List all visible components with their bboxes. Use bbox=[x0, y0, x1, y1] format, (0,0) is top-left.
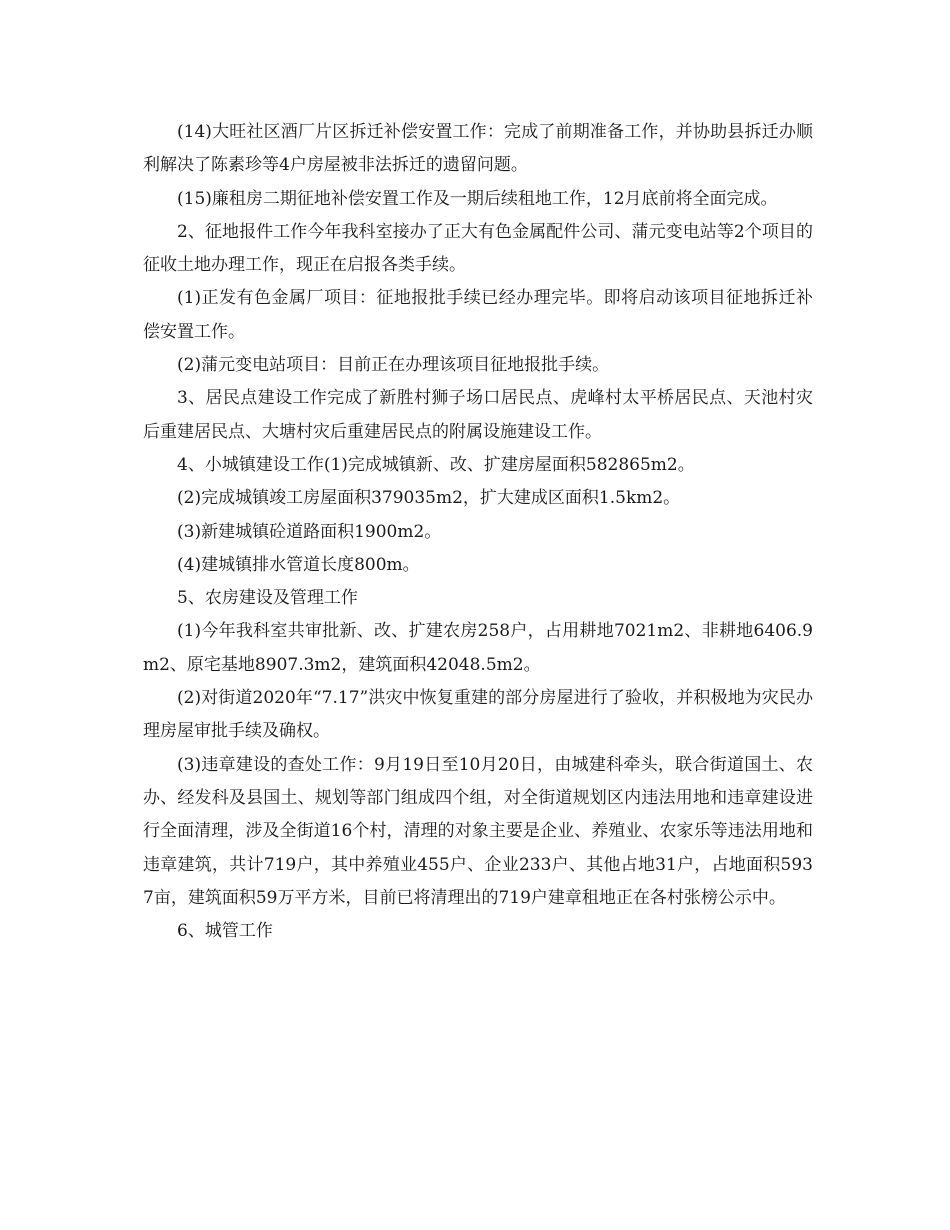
paragraph-4-3-road-area: (3)新建城镇砼道路面积1900m2。 bbox=[177, 521, 442, 542]
paragraph-5-3-illegal-construction: (3)违章建设的查处工作：9月19日至10月20日，由城建科牵头，联合街道国土、农办、经发科及县国土、规划等部门组成四个组，对全街道规划区内违法用地和违章建设进行全面清理，涉及全街道16个村，清理的对象主要是企业、养殖业、农家乐等违法用地和违章建筑，共计719户，其中养殖业455户、企业233户、其他占地31户，占地面积5937亩，建筑面积59万平方米，目前已将清理出的719户建章租地正在各村张榜公示中。 bbox=[143, 754, 813, 908]
paragraph-6-city-management: 6、城管工作 bbox=[177, 921, 273, 942]
paragraph-4-4-drainage: (4)建城镇排水管道长度800m。 bbox=[177, 554, 420, 575]
paragraph-15-lowrent-housing: (15)廉租房二期征地补偿安置工作及一期后续租地工作，12月底前将全面完成。 bbox=[177, 188, 778, 209]
paragraph-5-rural-housing: 5、农房建设及管理工作 bbox=[177, 588, 358, 609]
document-body bbox=[143, 116, 813, 948]
paragraph-3-settlement-construction: 3、居民点建设工作完成了新胜村狮子场口居民点、虎峰村太平桥居民点、天池村灾后重建居民点、大塘村灾后重建居民点的附属设施建设工作。 bbox=[143, 388, 813, 442]
paragraph-5-2-flood-rebuild: (2)对街道2020年“7.17”洪灾中恢复重建的部分房屋进行了验收，并积极地为灾民办理房屋审批手续及确权。 bbox=[143, 688, 813, 742]
paragraph-2-2-substation: (2)蒲元变电站项目：目前正在办理该项目征地报批手续。 bbox=[177, 355, 610, 376]
paragraph-4-2-completed-area: (2)完成城镇竣工房屋面积379035m2，扩大建成区面积1.5km2。 bbox=[177, 488, 681, 509]
paragraph-4-town-construction: 4、小城镇建设工作(1)完成城镇新、改、扩建房屋面积582865m2。 bbox=[177, 454, 695, 475]
paragraph-5-1-approvals: (1)今年我科室共审批新、改、扩建农房258户，占用耕地7021m2、非耕地6406.9m2、原宅基地8907.3m2，建筑面积42048.5m2。 bbox=[143, 621, 813, 675]
paragraph-2-1-metal-factory: (1)正发有色金属厂项目：征地报批手续已经办理完毕。即将启动该项目征地拆迁补偿安置工作。 bbox=[143, 288, 813, 342]
paragraph-14-dawang-demolition: (14)大旺社区酒厂片区拆迁补偿安置工作：完成了前期准备工作，并协助县拆迁办顺利解决了陈素珍等4户房屋被非法拆迁的遗留问题。 bbox=[143, 122, 813, 176]
paragraph-2-land-acquisition: 2、征地报件工作今年我科室接办了正大有色金属配件公司、蒲元变电站等2个项目的征收土地办理工作，现正在启报各类手续。 bbox=[143, 221, 813, 276]
